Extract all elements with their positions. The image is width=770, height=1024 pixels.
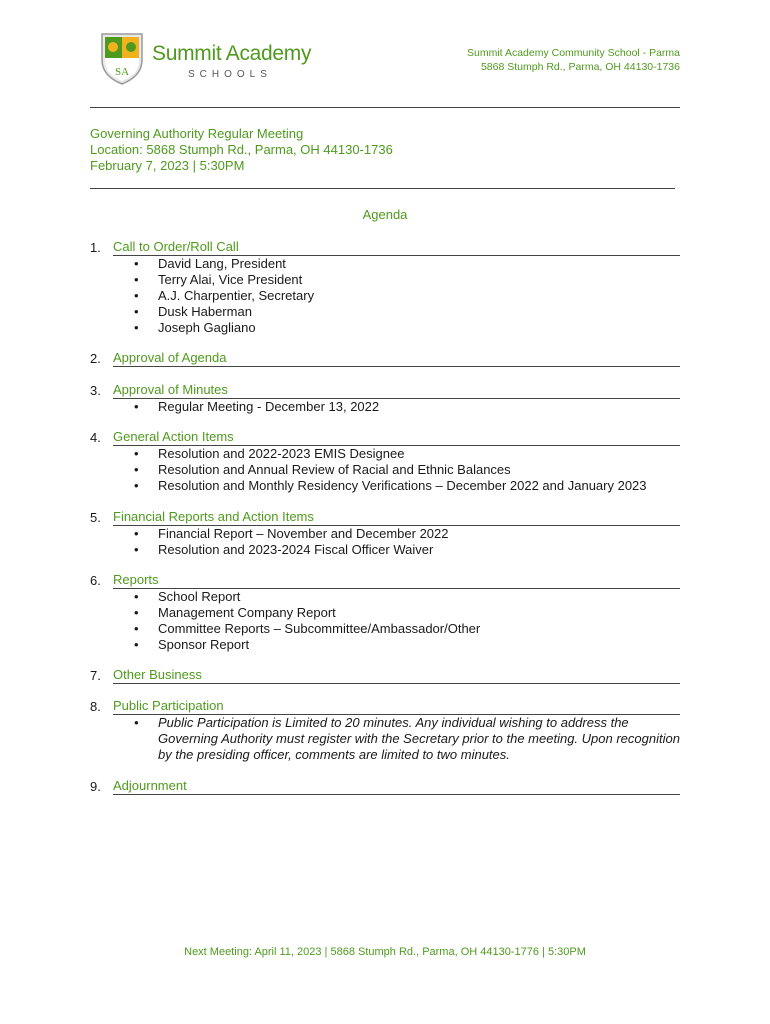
agenda-item-title: Call to Order/Roll Call: [113, 239, 680, 256]
agenda-item-bullets: [90, 715, 680, 763]
agenda-bullet: • School Report: [90, 589, 680, 605]
agenda-bullet: • Terry Alai, Vice President: [90, 272, 680, 288]
agenda-item-heading: [90, 509, 680, 526]
agenda-bullet: • Sponsor Report: [90, 637, 680, 653]
agenda-item-bullets: [90, 256, 680, 336]
agenda-item-title: Approval of Minutes: [113, 382, 680, 399]
agenda-item-title: Approval of Agenda: [113, 350, 680, 367]
agenda-item-number: 3.: [90, 383, 101, 398]
agenda-bullet: • Resolution and 2023-2024 Fiscal Officer Waiver: [90, 542, 680, 558]
agenda-item-title: General Action Items: [113, 429, 680, 446]
agenda-bullet: • Resolution and Annual Review of Racial and Ethnic Balances: [90, 462, 680, 478]
agenda-item: [90, 382, 680, 415]
agenda-title: Agenda: [362, 207, 408, 222]
agenda-bullet: • Public Participation is Limited to 20 minutes. Any individual wishing to address the Governing Authority must register with the Secretary prior to the meeting. Upon recognition by the presiding officer, comments are limited to two minutes.: [90, 715, 680, 763]
agenda-item: [90, 667, 680, 684]
logo-subtitle: SCHOOLS: [188, 69, 272, 80]
agenda-item: [90, 698, 680, 763]
next-meeting-footer: Next Meeting: April 11, 2023 | 5868 Stumph Rd., Parma, OH 44130-1776 | 5:30PM: [184, 946, 586, 958]
agenda-item: [90, 350, 680, 367]
agenda-item-bullets: [90, 446, 680, 494]
shield-logo-icon: [100, 30, 144, 86]
agenda-item: [90, 239, 680, 336]
agenda-item: [90, 429, 680, 494]
agenda-bullet: • Resolution and Monthly Residency Verifications – December 2022 and January 2023: [90, 478, 680, 494]
agenda-item-title: Adjournment: [113, 778, 680, 795]
agenda-item-bullets: [90, 399, 680, 415]
agenda-item-number: 6.: [90, 573, 101, 588]
agenda-item-number: 4.: [90, 430, 101, 445]
header-divider: [90, 107, 680, 108]
meeting-datetime: February 7, 2023 | 5:30PM: [90, 158, 245, 173]
agenda-item-title: Financial Reports and Action Items: [113, 509, 680, 526]
agenda-bullet: • Management Company Report: [90, 605, 680, 621]
agenda-item-number: 7.: [90, 668, 101, 683]
agenda-item-number: 8.: [90, 699, 101, 714]
agenda-item-number: 1.: [90, 240, 101, 255]
meeting-title: Governing Authority Regular Meeting: [90, 126, 304, 141]
logo-wordmark: Summit Academy: [152, 42, 312, 65]
agenda-item-heading: [90, 778, 680, 795]
agenda-item-bullets: [90, 589, 680, 653]
agenda-item-heading: [90, 698, 680, 715]
agenda-bullet: • Committee Reports – Subcommittee/Ambassador/Other: [90, 621, 680, 637]
school-info: [467, 46, 680, 74]
agenda-item-heading: [90, 429, 680, 446]
agenda-bullet: • A.J. Charpentier, Secretary: [90, 288, 680, 304]
meeting-details: [90, 126, 393, 174]
agenda-item-title: Reports: [113, 572, 680, 589]
agenda-bullet: • David Lang, President: [90, 256, 680, 272]
agenda-item-number: 9.: [90, 779, 101, 794]
meeting-location: Location: 5868 Stumph Rd., Parma, OH 44130-1736: [90, 142, 393, 157]
school-name: Summit Academy Community School - Parma: [467, 47, 680, 59]
meeting-divider: [90, 188, 675, 189]
agenda-item-title: Public Participation: [113, 698, 680, 715]
school-logo: [100, 30, 310, 90]
school-address: 5868 Stumph Rd., Parma, OH 44130-1736: [480, 61, 680, 73]
agenda-item-title: Other Business: [113, 667, 680, 684]
agenda-item: [90, 509, 680, 558]
agenda-item-heading: [90, 382, 680, 399]
agenda-bullet: • Dusk Haberman: [90, 304, 680, 320]
agenda-item-number: 5.: [90, 510, 101, 525]
agenda-item-heading: [90, 239, 680, 256]
agenda-item-number: 2.: [90, 351, 101, 366]
agenda-bullet: • Financial Report – November and December 2022: [90, 526, 680, 542]
svg-text:SA: SA: [114, 66, 130, 78]
agenda-item-heading: [90, 667, 680, 684]
agenda-bullet: • Regular Meeting - December 13, 2022: [90, 399, 680, 415]
agenda-item-heading: [90, 350, 680, 367]
agenda-item: [90, 778, 680, 795]
agenda-bullet: • Resolution and 2022-2023 EMIS Designee: [90, 446, 680, 462]
agenda-bullet: • Joseph Gagliano: [90, 320, 680, 336]
agenda-item-heading: [90, 572, 680, 589]
agenda-item: [90, 572, 680, 653]
agenda-item-bullets: [90, 526, 680, 558]
